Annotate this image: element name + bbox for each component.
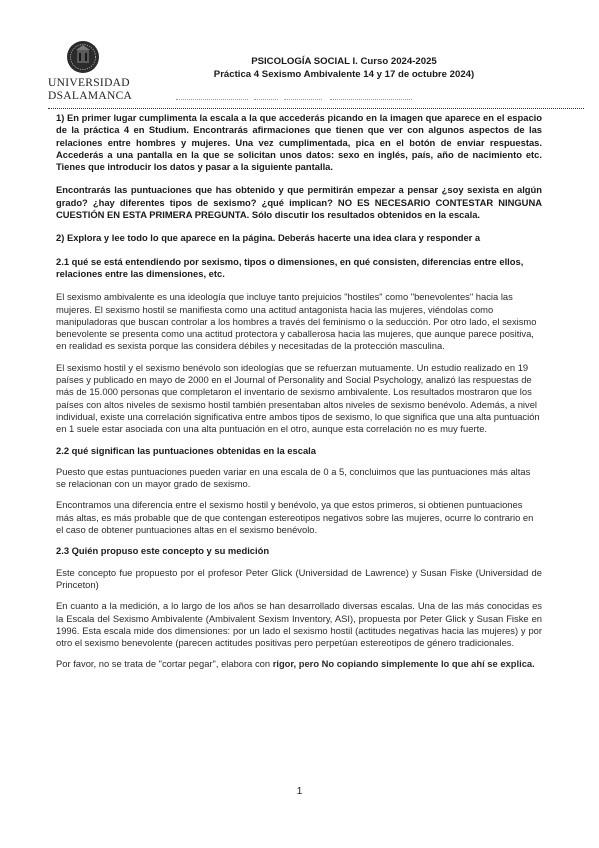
logo-text-salamanca: DSALAMANCA [48, 90, 133, 102]
logo-text-universidad: UNIVERSIDAD [48, 77, 130, 89]
answer-2-1-paragraph-2: El sexismo hostil y el sexismo benévolo son ideologías que se refuerzan mutuamente. Un estudio realizado en 19 países y publicado en mayo de 2000 en el Journal of Personality and Social Psychology, analizó las respuestas de más de 15.000 personas que completaron el inventario de sexismo ambivalente. Los resultados mostraron que los países con altos niveles de sexismo hostil también presentaban altos niveles de sexismo benévolo. Además, a nivel individual, existe una correlación significativa entre ambos tipos de sexismo, lo que significa que una alta puntuación en 1 suele estar asociada con una alta puntuación en el otro, aunque esta correlación no es muy fuerte. [56, 361, 540, 435]
question-2-heading: 2) Explora y lee todo lo que aparece en la página. Deberás hacerte una idea clara y responder a [56, 232, 481, 244]
document-header [44, 40, 584, 102]
question-1-results: Encontrarás las puntuaciones que has obtenido y que permitirán empezar a pensar ¿soy sexista en algún grado? ¿hay diferentes tipos de sexismo? ¿qué implican? NO ES NECESARIO CONTESTAR NINGUNA CUESTIÓN EN ESTA PRIMERA PREGUNTA. Sólo discutir los resultados obtenidos en la escala. [56, 184, 542, 221]
practice-subtitle: Práctica 4 Sexismo Ambivalente 14 y 17 de octubre 2024) [213, 69, 475, 80]
answer-2-3-paragraph-1: Este concepto fue propuesto por el profesor Peter Glick (Universidad de Lawrence) y Susan Fiske (Universidad de Princeton) [56, 566, 542, 590]
faint-divider [330, 99, 412, 101]
question-2-2-heading: 2.2 qué significan las puntuaciones obtenidas en la escala [56, 444, 316, 456]
question-2-1-heading: 2.1 qué se está entendiendo por sexismo, tipos o dimensiones, en qué consisten, diferencias entre ellos, relaciones entre las dimensiones, etc. [56, 255, 524, 279]
course-title: PSICOLOGÍA SOCIAL I. Curso 2024-2025 [251, 56, 437, 67]
page-number: 1 [296, 786, 303, 797]
answer-2-3-paragraph-2: En cuanto a la medición, a lo largo de los años se han desarrollado diversas escalas. Una de las más conocidas es la Escala del Sexismo Ambivalente (Ambivalent Sexism Inventory, ASI), propuesta por Peter Glick y Susan Fiske en 1996. Esta escala mide dos dimensiones: por un lado el sexismo hostil (actitudes negativas hacia las mujeres) y por otro el sexismo benevolente (parecen actitudes positivas pero perpetúan estereotipos de género tradicionales. [56, 600, 542, 649]
closing-note-start: Por favor, no se trata de "cortar pegar", elabora con [56, 658, 273, 670]
faint-divider [284, 99, 322, 101]
header-separator [48, 108, 584, 109]
faint-divider [254, 99, 278, 101]
question-1-instructions: 1) En primer lugar cumplimenta la escala a la que accederás picando en la imagen que aparece en el espacio de la práctica 4 en Studium. Encontrarás afirmaciones que tienen que ver con algunos aspectos de las relaciones entre hombres y mujeres. Una vez cumplimentada, pica en el botón de enviar respuestas. Accederás a una pantalla en la que se solicitan unos datos: sexo en inglés, país, año de nacimiento etc. Tienes que introducir los datos y pasar a la siguiente pantalla. [56, 112, 542, 173]
answer-2-1-paragraph-1: El sexismo ambivalente es una ideología que incluye tanto prejuicios "hostiles" como "benevolentes" hacia las mujeres. El sexismo hostil se manifiesta como una actitud antagonista hacia las mujeres, viéndolas como manipuladoras que buscan controlar a los hombres a través del feminismo o la seducción. Por otro lado, el sexismo benevolente se presenta como una actitud protectora y caballerosa hacia las mujeres, que aunque parece positiva, en realidad es sexista porque las considera débiles y necesitadas de la protección masculina. [56, 291, 537, 352]
question-2-3-heading: 2.3 Quién propuso este concepto y su medición [56, 545, 270, 557]
answer-2-2-paragraph-1: Puesto que estas puntuaciones pueden variar en una escala de 0 a 5, concluimos que las puntuaciones más altas se relacionan con un mayor grado de sexismo. [56, 465, 531, 490]
faint-divider [176, 99, 248, 101]
closing-note-emphasis: rigor, pero No copiando simplemente lo que ahí se explica. [272, 658, 535, 670]
answer-2-2-paragraph-2: Encontramos una diferencia entre el sexismo hostil y benévolo, ya que estos primeros, si obtienen puntuaciones más altas, es más probable que de que contengan estereotipos negativos sobre las mujeres, ocurre lo contrario en el caso de obtener puntuaciones altas en el sexismo benévolo. [56, 499, 534, 536]
closing-note [56, 658, 542, 670]
document-body [56, 112, 542, 671]
